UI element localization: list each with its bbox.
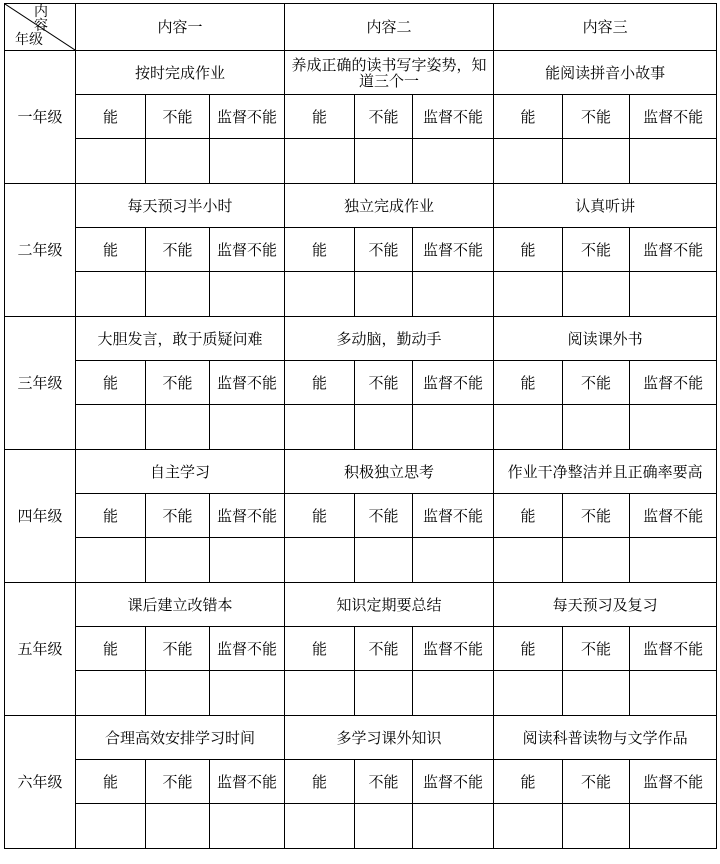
answer-cell[interactable] (210, 538, 285, 583)
answer-cell[interactable] (355, 671, 413, 716)
header-row (5, 4, 717, 51)
answer-cell[interactable] (146, 804, 210, 849)
item-title: 每天预习半小时 (76, 184, 285, 228)
answer-cell[interactable] (146, 538, 210, 583)
answer-cell[interactable] (210, 272, 285, 317)
item-title: 知识定期要总结 (285, 583, 494, 627)
option-supervised-label: 监督不能 (630, 760, 717, 804)
corner-label-content: 内容 (34, 4, 48, 34)
corner-label-grade: 年级 (15, 32, 43, 48)
grade-item-row (5, 583, 717, 627)
grade-label: 六年级 (5, 716, 76, 849)
item-title: 多学习课外知识 (285, 716, 494, 760)
option-no-label: 不能 (146, 95, 210, 139)
answer-cell[interactable] (210, 405, 285, 450)
answer-cell[interactable] (285, 272, 355, 317)
corner-cell (5, 4, 76, 51)
item-title: 独立完成作业 (285, 184, 494, 228)
option-no-label: 不能 (355, 627, 413, 671)
grade-item-row (5, 51, 717, 95)
evaluation-table (4, 3, 716, 859)
option-yes-label: 能 (285, 361, 355, 405)
item-title: 按时完成作业 (76, 51, 285, 95)
option-yes-label: 能 (76, 494, 146, 538)
answer-cell[interactable] (210, 671, 285, 716)
answer-cell[interactable] (494, 671, 563, 716)
answer-cell[interactable] (630, 139, 717, 184)
option-no-label: 不能 (355, 228, 413, 272)
answer-cell[interactable] (76, 405, 146, 450)
option-supervised-label: 监督不能 (413, 228, 494, 272)
answer-row (5, 804, 717, 849)
option-no-label: 不能 (355, 361, 413, 405)
header-content-1: 内容一 (76, 4, 285, 51)
option-supervised-label: 监督不能 (210, 95, 285, 139)
option-no-label: 不能 (563, 494, 630, 538)
option-yes-label: 能 (285, 494, 355, 538)
item-title: 合理高效安排学习时间 (76, 716, 285, 760)
answer-cell[interactable] (355, 804, 413, 849)
answer-cell[interactable] (413, 272, 494, 317)
option-no-label: 不能 (355, 760, 413, 804)
answer-cell[interactable] (494, 538, 563, 583)
answer-cell[interactable] (563, 671, 630, 716)
grade-label: 五年级 (5, 583, 76, 716)
item-title: 大胆发言，敢于质疑问难 (76, 317, 285, 361)
answer-cell[interactable] (146, 671, 210, 716)
answer-cell[interactable] (630, 405, 717, 450)
answer-cell[interactable] (76, 671, 146, 716)
item-title: 能阅读拼音小故事 (494, 51, 717, 95)
option-yes-label: 能 (494, 228, 563, 272)
grade-item-row (5, 716, 717, 760)
option-supervised-label: 监督不能 (210, 228, 285, 272)
answer-cell[interactable] (630, 272, 717, 317)
option-supervised-label: 监督不能 (630, 494, 717, 538)
answer-cell[interactable] (494, 272, 563, 317)
option-yes-label: 能 (285, 627, 355, 671)
header-content-2: 内容二 (285, 4, 494, 51)
option-row (5, 627, 717, 671)
item-title: 阅读科普读物与文学作品 (494, 716, 717, 760)
option-supervised-label: 监督不能 (210, 627, 285, 671)
option-no-label: 不能 (563, 228, 630, 272)
header-content-3: 内容三 (494, 4, 717, 51)
grade-item-row (5, 317, 717, 361)
item-title: 自主学习 (76, 450, 285, 494)
option-no-label: 不能 (563, 95, 630, 139)
item-title: 积极独立思考 (285, 450, 494, 494)
option-supervised-label: 监督不能 (413, 627, 494, 671)
option-yes-label: 能 (494, 95, 563, 139)
grade-label: 三年级 (5, 317, 76, 450)
answer-cell[interactable] (210, 804, 285, 849)
option-yes-label: 能 (494, 494, 563, 538)
answer-cell[interactable] (413, 139, 494, 184)
grade-item-row (5, 184, 717, 228)
answer-cell[interactable] (146, 139, 210, 184)
item-title: 养成正确的读书写字姿势，知道三个一 (285, 51, 494, 95)
option-supervised-label: 监督不能 (630, 361, 717, 405)
option-yes-label: 能 (494, 627, 563, 671)
answer-cell[interactable] (146, 272, 210, 317)
option-no-label: 不能 (355, 494, 413, 538)
item-title: 每天预习及复习 (494, 583, 717, 627)
option-yes-label: 能 (285, 95, 355, 139)
option-yes-label: 能 (494, 361, 563, 405)
answer-cell[interactable] (76, 272, 146, 317)
answer-cell[interactable] (494, 405, 563, 450)
answer-cell[interactable] (355, 405, 413, 450)
grade-label: 二年级 (5, 184, 76, 317)
answer-cell[interactable] (285, 538, 355, 583)
answer-cell[interactable] (210, 139, 285, 184)
answer-cell[interactable] (355, 538, 413, 583)
item-title: 作业干净整洁并且正确率要高 (494, 450, 717, 494)
item-title: 课后建立改错本 (76, 583, 285, 627)
option-supervised-label: 监督不能 (413, 760, 494, 804)
grade-label: 一年级 (5, 51, 76, 184)
answer-cell[interactable] (285, 804, 355, 849)
option-no-label: 不能 (146, 361, 210, 405)
option-yes-label: 能 (76, 627, 146, 671)
answer-cell[interactable] (285, 671, 355, 716)
option-row (5, 361, 717, 405)
item-title: 阅读课外书 (494, 317, 717, 361)
answer-cell[interactable] (285, 139, 355, 184)
answer-cell[interactable] (355, 272, 413, 317)
option-row (5, 760, 717, 804)
option-supervised-label: 监督不能 (210, 760, 285, 804)
option-no-label: 不能 (355, 95, 413, 139)
option-supervised-label: 监督不能 (413, 95, 494, 139)
option-yes-label: 能 (494, 760, 563, 804)
option-supervised-label: 监督不能 (210, 361, 285, 405)
option-no-label: 不能 (146, 627, 210, 671)
answer-cell[interactable] (630, 804, 717, 849)
answer-cell[interactable] (413, 671, 494, 716)
answer-row (5, 405, 717, 450)
option-no-label: 不能 (563, 627, 630, 671)
option-yes-label: 能 (285, 760, 355, 804)
answer-cell[interactable] (563, 272, 630, 317)
option-yes-label: 能 (76, 95, 146, 139)
answer-cell[interactable] (76, 139, 146, 184)
option-yes-label: 能 (76, 361, 146, 405)
option-supervised-label: 监督不能 (210, 494, 285, 538)
answer-cell[interactable] (285, 405, 355, 450)
answer-cell[interactable] (563, 405, 630, 450)
answer-cell[interactable] (494, 804, 563, 849)
answer-cell[interactable] (563, 804, 630, 849)
option-supervised-label: 监督不能 (413, 361, 494, 405)
option-supervised-label: 监督不能 (630, 95, 717, 139)
answer-cell[interactable] (563, 538, 630, 583)
answer-cell[interactable] (413, 405, 494, 450)
answer-row (5, 139, 717, 184)
answer-row (5, 538, 717, 583)
answer-cell[interactable] (630, 538, 717, 583)
answer-cell[interactable] (76, 538, 146, 583)
option-no-label: 不能 (146, 228, 210, 272)
option-no-label: 不能 (563, 361, 630, 405)
answer-row (5, 272, 717, 317)
option-supervised-label: 监督不能 (413, 494, 494, 538)
item-title: 多动脑，勤动手 (285, 317, 494, 361)
answer-cell[interactable] (355, 139, 413, 184)
grade-item-row (5, 450, 717, 494)
answer-cell[interactable] (76, 804, 146, 849)
option-supervised-label: 监督不能 (630, 228, 717, 272)
option-row (5, 228, 717, 272)
answer-cell[interactable] (630, 671, 717, 716)
answer-cell[interactable] (413, 538, 494, 583)
answer-row (5, 671, 717, 716)
option-yes-label: 能 (76, 760, 146, 804)
option-supervised-label: 监督不能 (630, 627, 717, 671)
grade-label: 四年级 (5, 450, 76, 583)
item-title: 认真听讲 (494, 184, 717, 228)
answer-cell[interactable] (146, 405, 210, 450)
option-row (5, 95, 717, 139)
option-no-label: 不能 (146, 494, 210, 538)
option-no-label: 不能 (563, 760, 630, 804)
option-yes-label: 能 (285, 228, 355, 272)
option-no-label: 不能 (146, 760, 210, 804)
answer-cell[interactable] (494, 139, 563, 184)
option-yes-label: 能 (76, 228, 146, 272)
option-row (5, 494, 717, 538)
answer-cell[interactable] (413, 804, 494, 849)
answer-cell[interactable] (563, 139, 630, 184)
table-body (5, 4, 717, 849)
